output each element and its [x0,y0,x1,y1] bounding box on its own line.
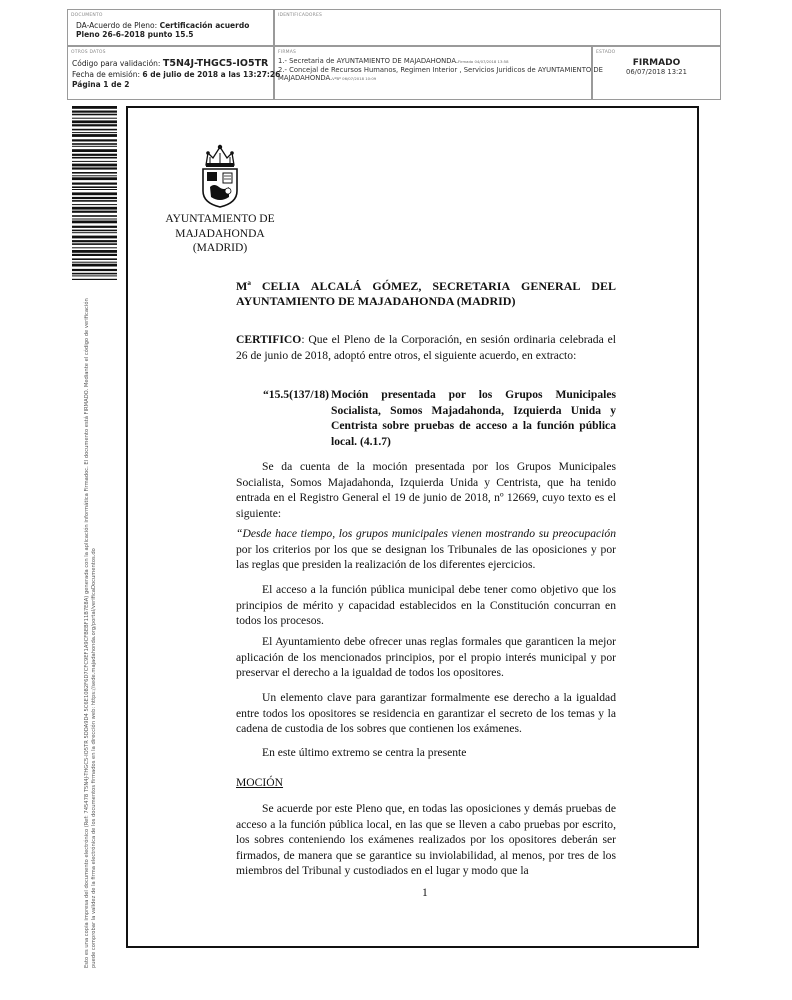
estado-label: ESTADO [596,50,616,55]
motion-number: “15.5(137/18) [263,388,330,401]
paragraph-5: Un elemento clave para garantizar formalmente ese derecho a la igualdad entre todos los opositores se residencia en garantizar el secreto de los temas y la cadena de custodia de los sobres que contienen los exámenes. [236,691,616,735]
fecha-emision: Fecha de emisión: 6 de julio de 2018 a las 13:27:26 [72,70,281,79]
codigo-validacion: Código para validación: T5N4J-THGC5-IO5TR [72,58,269,69]
identificadores-label: IDENTIFICADORES [278,13,323,18]
mocion-heading: MOCIÓN [236,776,284,789]
page-count: Página 1 de 2 [72,80,130,89]
firmas-label: FIRMAS [278,50,297,55]
documento-text: DA-Acuerdo de Pleno: Certificación acuerdo [76,21,250,30]
paragraph-2-italic: “Desde hace tiempo, los grupos municipales vienen mostrando su preocupación [236,527,616,540]
side-verification-text-1: Esto es una copia impresa del documento electrónico (Ref: 745478 T5N4J-THGC5-IO5TR 5DDA9D4 5C6E1082F6D7CFC9EF1A9CFBEBF11B7E8A) generada con la aplicación informática Firmadoc. El documento está FIRMADO. Mediante el código de verificación [84,298,90,968]
paragraph-3: El acceso a la función pública municipal debe tener como objetivo que los principios de mérito y capacidad establecidos en la Constitución concurran en todos los procesos. [236,583,616,627]
ayuntamiento-line-3: (MADRID) [192,242,248,254]
header-identificadores-cell [274,9,721,46]
certifico-label: CERTIFICO [236,333,302,346]
firma-1: 1.- Secretaria de AYUNTAMIENTO DE MAJADAHONDA.Firmado 04/07/2018 13:58 [278,57,509,65]
paragraph-7: Se acuerde por este Pleno que, en todas las oposiciones y demás pruebas de acceso a la función pública local, en las que se lleven a cabo pruebas por escrito, los sobres conteniendo los exámenes realizados por los opositores deberán ser firmados, de manera que se garantice su inviolabilidad, al menos, por tres de los miembros del Tribunal y custodiados en el lugar y modo que la [236,802,616,877]
secretary-heading [236,279,616,309]
heading-line-2: AYUNTAMIENTO DE MAJADAHONDA (MADRID) [236,294,516,308]
municipal-crest-icon [198,143,242,209]
firma-2-line1: 2.- Concejal de Recursos Humanos, Regimen Interior , Servicios Juridicos de AYUNTAMIENTO DE [278,66,603,74]
certifico-paragraph: CERTIFICO: Que el Pleno de la Corporación, en sesión ordinaria celebrada el 26 de junio de 2018, adoptó entre otros, el siguiente acuerdo, en extracto: [236,333,616,362]
firma-1-date: Firmado 04/07/2018 13:58 [458,59,509,64]
codigo-value[interactable]: T5N4J-THGC5-IO5TR [162,58,269,69]
ayuntamiento-line-2: MAJADAHONDA [175,227,265,240]
ayuntamiento-block [150,212,290,256]
firma-2-line2: MAJADAHONDA.VºBº 06/07/2018 10:09 [278,74,377,82]
side-verification-text-2: puede comprobar la validez de la firma electrónica de los documentos firmados en la dirección web: https://sede.majadahonda.org/portal/verificaDocumentos.do [91,548,97,968]
paragraph-2: “Desde hace tiempo, los grupos municipales vienen mostrando su preocupación por los criterios por los que se designan los Tribunales de las oposiciones y por las reglas que presiden la realización de los diferentes ejercicios. [236,527,616,571]
barcode [72,106,117,280]
heading-line-1: Mª CELIA ALCALÁ GÓMEZ, SECRETARIA GENERAL DEL [236,279,616,293]
paragraph-6: En este último extremo se centra la presente [262,746,467,759]
documento-label: DOCUMENTO [71,13,103,18]
estado-date: 06/07/2018 13:21 [626,68,687,76]
ayuntamiento-line-1: AYUNTAMIENTO DE [165,213,275,225]
documento-bold-1: Certificación acuerdo [159,21,250,30]
fecha-value: 6 de julio de 2018 a las 13:27:26 [142,70,281,79]
paragraph-1: Se da cuenta de la moción presentada por los Grupos Municipales Socialista, Somos Majadahonda, Izquierda Unida y Centrista, que ha tenido entrada en el Registro General el 19 de junio de 2018, nº 12669, cuyo texto es el siguiente: [236,460,616,520]
estado-value: FIRMADO [632,58,681,68]
motion-title: Moción presentada por los Grupos Municipales Socialista, Somos Majadahonda, Izquierda Unida y Centrista sobre pruebas de acceso a la función pública local. (4.1.7) [331,388,616,448]
page-number: 1 [422,886,428,899]
otros-datos-label: OTROS DATOS [71,50,106,55]
firma-2-date: VºBº 06/07/2018 10:09 [332,76,377,81]
paragraph-4: El Ayuntamiento debe ofrecer unas reglas formales que garanticen la mejor aplicación de los mencionados principios, por el propio interés municipal y por preservar el derecho a la igualdad de todos los opositores. [236,635,616,679]
documento-bold-2: Pleno 26-6-2018 punto 15.5 [76,30,194,39]
